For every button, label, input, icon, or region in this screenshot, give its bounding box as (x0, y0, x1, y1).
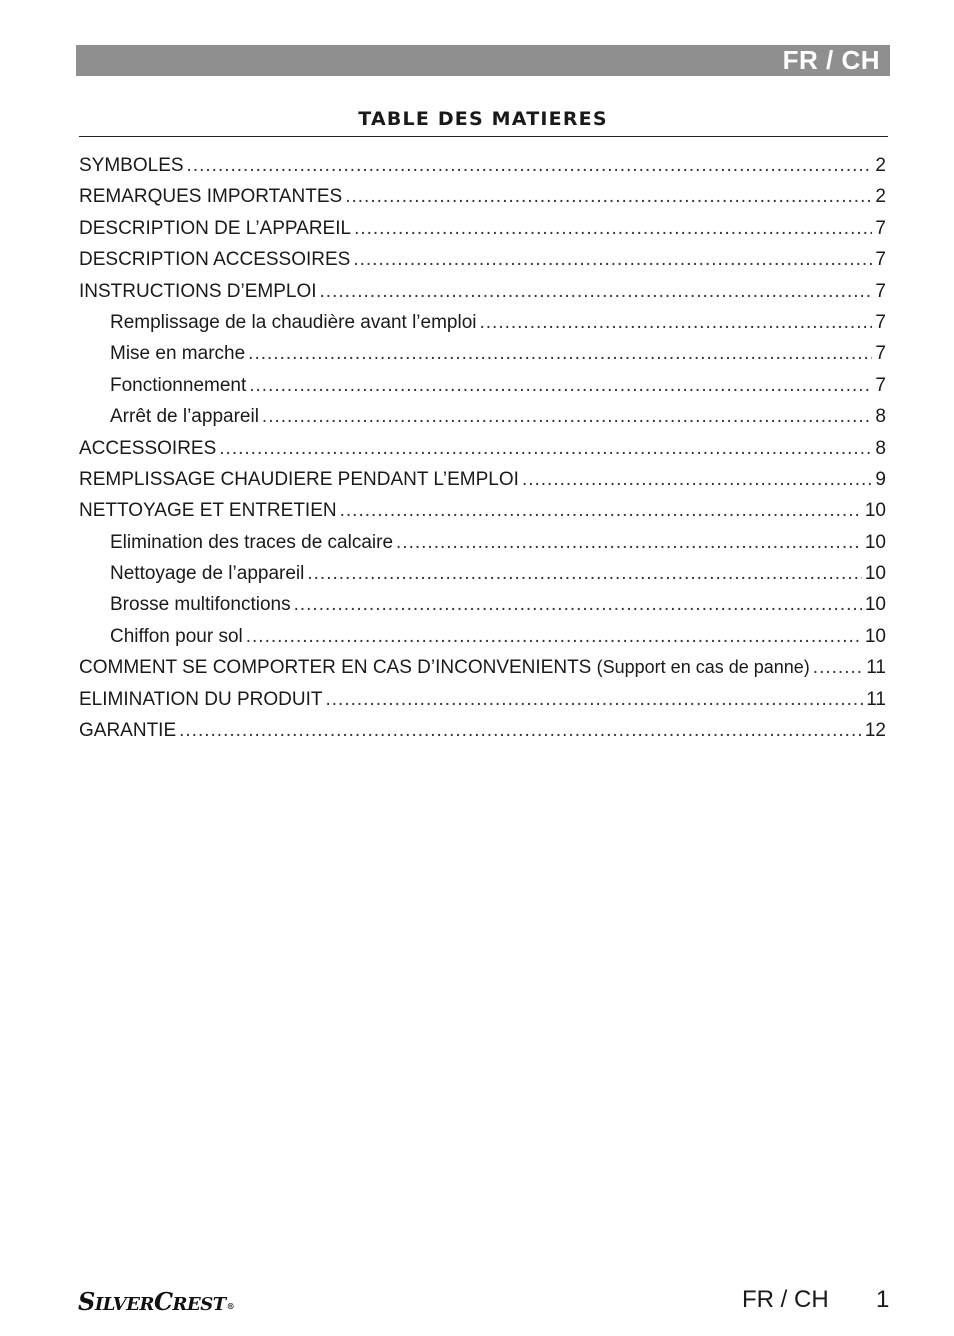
toc-entry-title: COMMENT SE COMPORTER EN CAS D’INCONVENIENTS (79, 657, 592, 679)
toc-entry (79, 464, 886, 495)
toc-entry-label (110, 589, 291, 620)
dot-leader (320, 276, 873, 307)
dot-leader (294, 589, 862, 620)
toc-title: TABLE DES MATIERES (358, 108, 608, 130)
toc-entry (79, 181, 886, 212)
toc-entry-page: 10 (864, 563, 886, 585)
toc-entry-page: 7 (875, 343, 886, 365)
toc-entry-title: Brosse multifonctions (110, 594, 291, 616)
toc-entry-page: 10 (864, 625, 886, 647)
toc-entry (79, 213, 886, 244)
toc-list (79, 150, 886, 746)
toc-entry (79, 684, 886, 715)
toc-entry-subtitle: (Support en cas de panne) (596, 657, 810, 678)
toc-entry (79, 370, 886, 401)
dot-leader (246, 621, 862, 652)
toc-entry-label (79, 715, 176, 746)
toc-entry-title: REMPLISSAGE CHAUDIERE PENDANT L’EMPLOI (79, 468, 519, 490)
toc-entry-title: Chiffon pour sol (110, 625, 243, 647)
toc-entry-label (79, 464, 519, 495)
toc-entry-label (110, 401, 259, 432)
toc-entry-title: GARANTIE (79, 720, 177, 742)
dot-leader (326, 684, 864, 715)
toc-entry-page: 8 (875, 406, 886, 428)
dot-leader (354, 213, 872, 244)
dot-leader (179, 715, 862, 746)
toc-entry-label (110, 621, 243, 652)
toc-entry (79, 433, 886, 464)
toc-entry (79, 589, 886, 620)
dot-leader (345, 181, 872, 212)
toc-entry-page: 7 (875, 249, 886, 271)
title-divider (79, 136, 888, 137)
toc-entry-title: ELIMINATION DU PRODUIT (79, 688, 323, 710)
footer-language: FR / CH (742, 1286, 829, 1313)
toc-entry-label (79, 276, 317, 307)
toc-entry-label (79, 433, 216, 464)
dot-leader (262, 401, 873, 432)
dot-leader (219, 433, 872, 464)
toc-entry-page: 10 (864, 531, 886, 553)
toc-entry (79, 401, 886, 432)
dot-leader (813, 652, 863, 683)
toc-entry-page: 7 (875, 374, 886, 396)
toc-entry-label (110, 527, 393, 558)
dot-leader (248, 338, 872, 369)
language-badge: FR / CH (782, 45, 880, 75)
toc-entry-label (79, 244, 350, 275)
toc-entry-label (110, 370, 246, 401)
toc-entry-page: 7 (875, 217, 886, 239)
toc-entry-label (79, 181, 342, 212)
toc-entry-title: DESCRIPTION ACCESSOIRES (79, 249, 351, 271)
toc-entry-label (110, 558, 304, 589)
dot-leader (396, 527, 862, 558)
toc-entry-title: NETTOYAGE ET ENTRETIEN (79, 500, 337, 522)
toc-entry-page: 9 (875, 468, 886, 490)
toc-entry-title: Fonctionnement (110, 374, 247, 396)
toc-entry-label (79, 150, 184, 181)
toc-entry (79, 276, 886, 307)
dot-leader (187, 150, 873, 181)
toc-entry-page: 2 (875, 155, 886, 176)
toc-entry-page: 11 (866, 657, 886, 679)
toc-entry-title: REMARQUES IMPORTANTES (79, 186, 343, 208)
toc-entry-label (110, 338, 245, 369)
toc-entry-label (79, 652, 810, 683)
dot-leader (249, 370, 872, 401)
toc-entry-page: 10 (864, 594, 886, 616)
toc-entry-label (79, 213, 351, 244)
toc-entry-page: 10 (864, 500, 886, 522)
dot-leader (479, 307, 872, 338)
toc-entry-page: 2 (875, 186, 886, 208)
toc-entry-title: DESCRIPTION DE L’APPAREIL (79, 217, 352, 239)
toc-entry (79, 527, 886, 558)
toc-entry-title: INSTRUCTIONS D’EMPLOI (79, 280, 317, 302)
toc-entry-page: 7 (875, 311, 886, 333)
dot-leader (522, 464, 872, 495)
toc-entry-page: 11 (866, 688, 886, 710)
toc-entry-title: Mise en marche (110, 343, 246, 365)
toc-entry (79, 338, 886, 369)
toc-entry (79, 558, 886, 589)
toc-entry-title: SYMBOLES (79, 155, 184, 176)
toc-entry-title: Arrêt de l’appareil (110, 406, 259, 428)
toc-entry-label (79, 684, 323, 715)
toc-entry (79, 244, 886, 275)
toc-entry-page: 8 (875, 437, 886, 459)
toc-entry-page: 12 (864, 720, 886, 742)
toc-entry-title: Remplissage de la chaudière avant l’emploi (110, 311, 477, 333)
toc-entry (79, 652, 886, 683)
dot-leader (307, 558, 862, 589)
silvercrest-logo: SILVERCREST® (78, 1287, 235, 1316)
page-number: 1 (876, 1286, 890, 1313)
toc-entry (79, 495, 886, 526)
toc-entry (79, 715, 886, 746)
dot-leader (353, 244, 872, 275)
toc-entry-label (79, 495, 337, 526)
toc-entry-title: Elimination des traces de calcaire (110, 531, 394, 553)
toc-entry-title: ACCESSOIRES (79, 437, 217, 459)
toc-entry-label (110, 307, 476, 338)
toc-entry (79, 621, 886, 652)
toc-entry (79, 307, 886, 338)
dot-leader (340, 495, 862, 526)
toc-entry-title: Nettoyage de l’appareil (110, 563, 305, 585)
toc-entry-page: 7 (875, 280, 886, 302)
header-bar (76, 45, 890, 76)
toc-entry (79, 150, 886, 181)
